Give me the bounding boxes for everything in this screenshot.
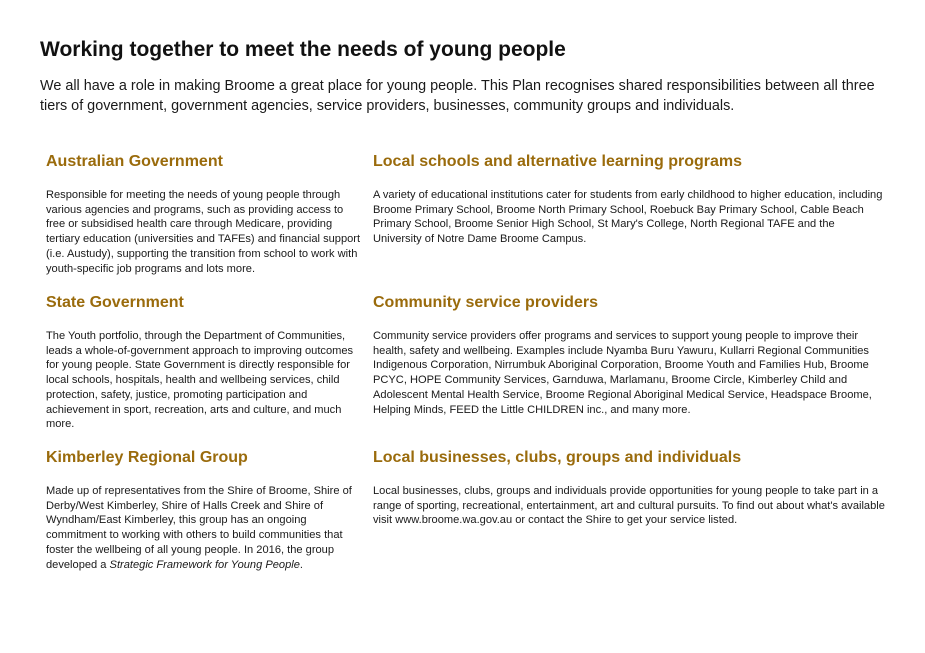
- section-body: A variety of educational institutions cater for students from early childhood to higher education, including Broome Primary School, Broome North Primary School, Roebuck Bay Primary School, Cable Beach Primary School, Broome Senior High School, St Mary's College, North Regional TAFE and the University of Notre Dame Broome Campus.: [373, 189, 883, 246]
- section-body: The Youth portfolio, through the Department of Communities, leads a whole-of-government approach to improving outcomes for young people. State Government is directly responsible for local schools, hospitals, health and wellbeing services, child protection, safety, justice, promoting participation and achievement in sport, recreation, arts and culture, and much more.: [46, 330, 354, 431]
- section-heading: Local businesses, clubs, groups and individuals: [373, 449, 742, 466]
- section-body-text: Made up of representatives from the Shire of Broome, Shire of Derby/West Kimberley, Shire of Halls Creek and Shire of Wyndham/East Kimberley, this group has an ongoing commitment to working with others to build communities that foster the wellbeing of all young people. In 2016, the group developed a: [46, 485, 352, 571]
- section-heading: Community service providers: [373, 294, 598, 311]
- section-body-end: .: [299, 558, 303, 571]
- framework-title: Strategic Framework for Young People: [109, 558, 300, 571]
- section-body: Responsible for meeting the needs of young people through various agencies and programs, such as providing access to free or subsidised health care through Medicare, providing tertiary education (universities and TAFEs) and financial support (i.e. Austudy), supporting the transition from school to work with youth-specific job programs and lots more.: [46, 189, 361, 275]
- section-australian-government: [46, 153, 364, 276]
- section-heading: Australian Government: [46, 153, 223, 170]
- section-local-businesses: [373, 449, 885, 528]
- section-kimberley-regional-group: [46, 449, 364, 572]
- section-heading: Kimberley Regional Group: [46, 449, 248, 466]
- page-title: Working together to meet the needs of young people: [40, 38, 566, 61]
- section-local-schools: [373, 153, 885, 247]
- section-heading: Local schools and alternative learning programs: [373, 153, 742, 170]
- section-body: Community service providers offer programs and services to support young people to improve their health, safety and wellbeing. Examples include Nyamba Buru Yawuru, Kullarri Regional Communities Indigenous Corporation, Nirrumbuk Aboriginal Corporation, Broome Youth and Families Hub, Broome PCYC, HOPE Community Services, Garnduwa, Marlamanu, Broome Circle, Kimberley Child and Adolescent Mental Health Service, Broome Regional Aboriginal Medical Service, Headspace Broome, Helping Minds, FEED the Little CHILDREN inc., and many more.: [373, 330, 872, 416]
- section-heading: State Government: [46, 294, 184, 311]
- section-body: Local businesses, clubs, groups and individuals provide opportunities for young people to take part in a range of sporting, recreational, entertainment, art and cultural pursuits. To find out about what's available visit www.broome.wa.gov.au or contact the Shire to get your service listed.: [373, 485, 885, 527]
- section-body: [46, 484, 364, 572]
- section-community-service-providers: [373, 294, 885, 417]
- section-state-government: [46, 294, 364, 432]
- intro-paragraph: We all have a role in making Broome a great place for young people. This Plan recognises shared responsibilities between all three tiers of government, government agencies, service providers, businesses, community groups and individuals.: [40, 78, 875, 114]
